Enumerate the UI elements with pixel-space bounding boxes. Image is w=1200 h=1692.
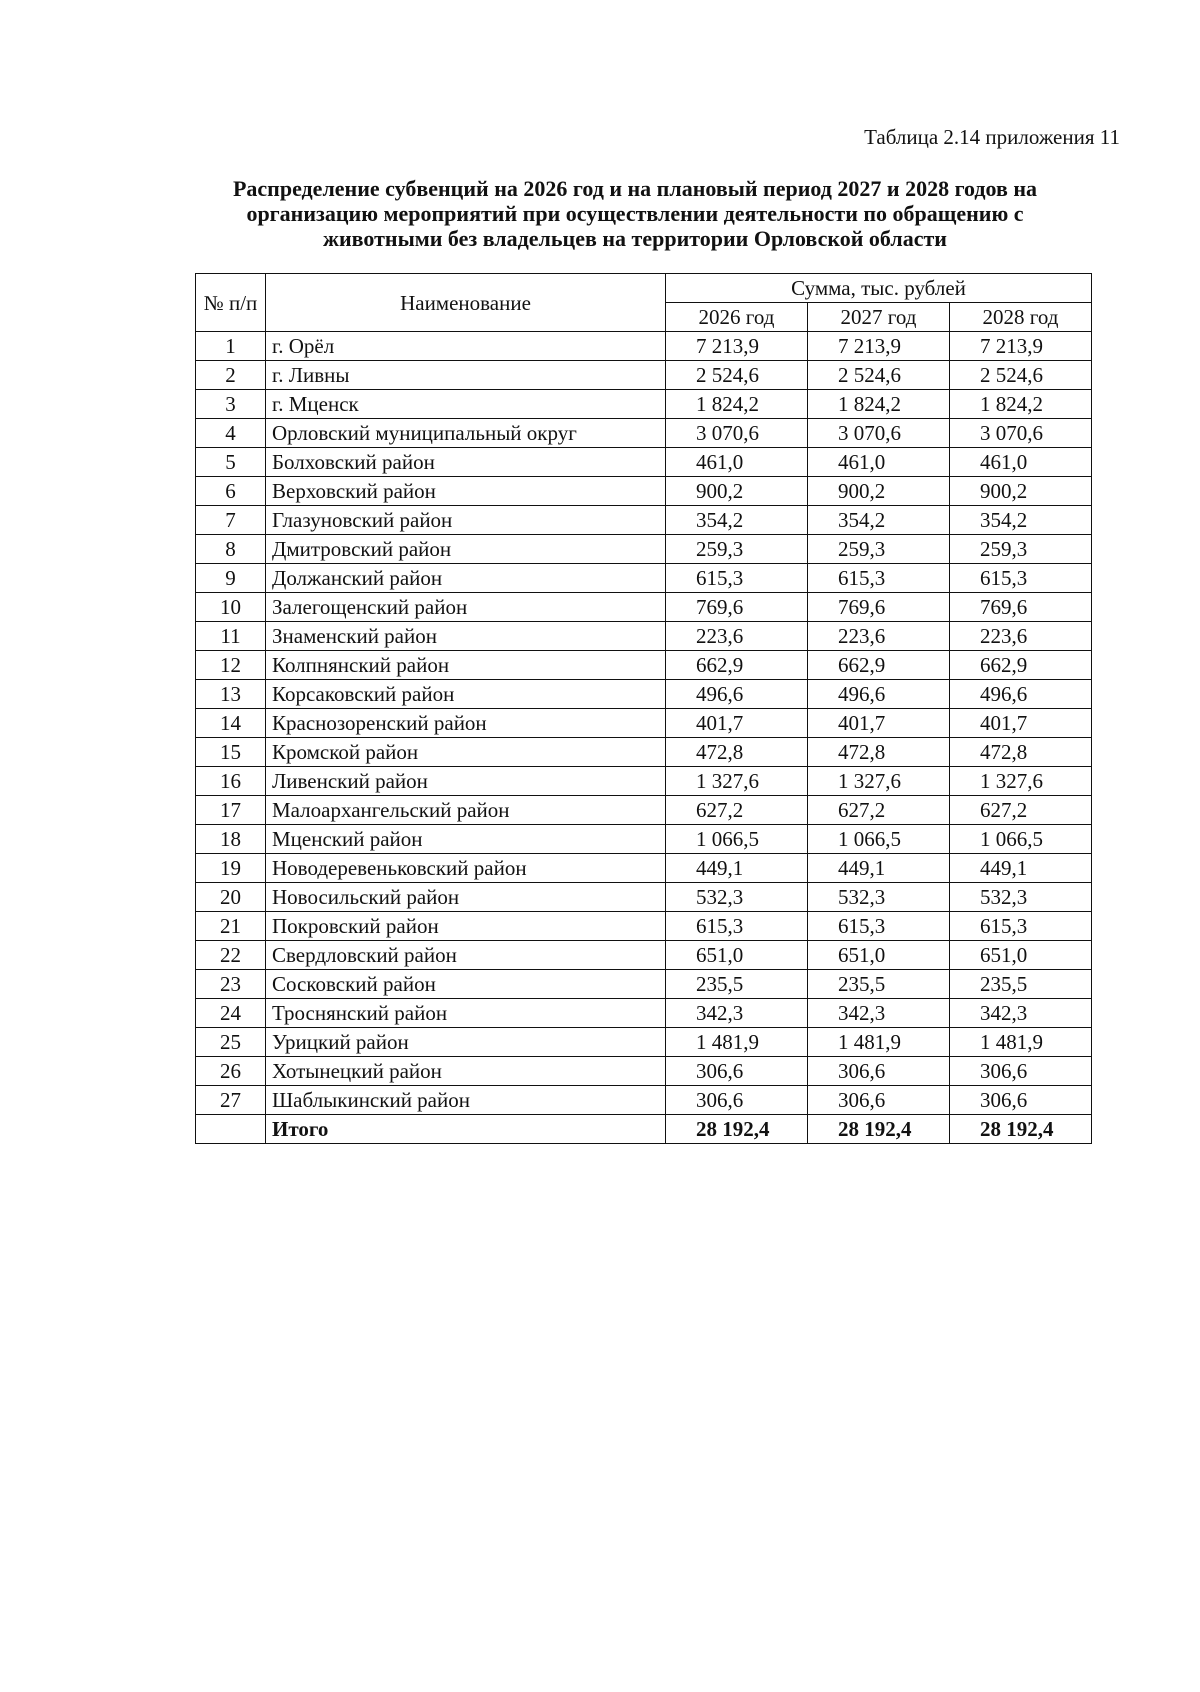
row-value-2028: 401,7: [950, 709, 1092, 738]
table-row: [196, 796, 1092, 825]
row-number: 25: [196, 1028, 266, 1057]
row-name: Краснозоренский район: [266, 709, 666, 738]
table-row: [196, 564, 1092, 593]
table-row: [196, 883, 1092, 912]
row-number: 2: [196, 361, 266, 390]
row-value-2028: 449,1: [950, 854, 1092, 883]
row-value-2027: 662,9: [808, 651, 950, 680]
row-value-2027: 627,2: [808, 796, 950, 825]
row-number: 27: [196, 1086, 266, 1115]
total-number-empty: [196, 1115, 266, 1144]
table-row: [196, 767, 1092, 796]
row-number: 8: [196, 535, 266, 564]
row-value-2027: 769,6: [808, 593, 950, 622]
row-name: Болховский район: [266, 448, 666, 477]
row-value-2028: 532,3: [950, 883, 1092, 912]
row-value-2026: 1 824,2: [666, 390, 808, 419]
table-row: [196, 999, 1092, 1028]
row-value-2028: 900,2: [950, 477, 1092, 506]
table-body: [196, 332, 1092, 1144]
row-value-2027: 532,3: [808, 883, 950, 912]
row-value-2028: 354,2: [950, 506, 1092, 535]
title-line-2: организацию мероприятий при осуществлении деятельности по обращению с: [246, 201, 1024, 226]
table-header-row: [196, 274, 1092, 303]
row-name: Орловский муниципальный округ: [266, 419, 666, 448]
table-row: [196, 825, 1092, 854]
row-number: 1: [196, 332, 266, 361]
row-number: 19: [196, 854, 266, 883]
row-name: Малоархангельский район: [266, 796, 666, 825]
row-number: 5: [196, 448, 266, 477]
row-value-2028: 1 066,5: [950, 825, 1092, 854]
document-title: [180, 176, 1090, 251]
table-row: [196, 332, 1092, 361]
row-value-2027: 1 066,5: [808, 825, 950, 854]
row-name: Знаменский район: [266, 622, 666, 651]
row-value-2027: 1 481,9: [808, 1028, 950, 1057]
row-name: Верховский район: [266, 477, 666, 506]
row-name: Сосковский район: [266, 970, 666, 999]
row-number: 7: [196, 506, 266, 535]
row-number: 16: [196, 767, 266, 796]
row-value-2027: 1 327,6: [808, 767, 950, 796]
row-value-2027: 449,1: [808, 854, 950, 883]
row-value-2028: 496,6: [950, 680, 1092, 709]
row-value-2026: 2 524,6: [666, 361, 808, 390]
table-row: [196, 419, 1092, 448]
row-value-2027: 306,6: [808, 1086, 950, 1115]
table-row: [196, 506, 1092, 535]
row-name: Дмитровский район: [266, 535, 666, 564]
table-row: [196, 1086, 1092, 1115]
row-value-2028: 342,3: [950, 999, 1092, 1028]
row-value-2028: 259,3: [950, 535, 1092, 564]
total-value-2028: 28 192,4: [950, 1115, 1092, 1144]
row-name: Троснянский район: [266, 999, 666, 1028]
row-value-2028: 627,2: [950, 796, 1092, 825]
table-row: [196, 912, 1092, 941]
row-value-2028: 235,5: [950, 970, 1092, 999]
row-value-2027: 472,8: [808, 738, 950, 767]
row-value-2026: 461,0: [666, 448, 808, 477]
row-value-2027: 651,0: [808, 941, 950, 970]
row-name: Должанский район: [266, 564, 666, 593]
title-line-1: Распределение субвенций на 2026 год и на плановый период 2027 и 2028 годов на: [232, 176, 1038, 201]
row-name: г. Мценск: [266, 390, 666, 419]
row-name: Хотынецкий район: [266, 1057, 666, 1086]
row-value-2027: 615,3: [808, 912, 950, 941]
header-year-2028: 2028 год: [950, 303, 1092, 332]
title-line-3: животными без владельцев на территории Орловской области: [323, 226, 947, 251]
table-row: [196, 854, 1092, 883]
row-value-2028: 1 327,6: [950, 767, 1092, 796]
row-name: Новодеревеньковский район: [266, 854, 666, 883]
table-row: [196, 535, 1092, 564]
row-value-2026: 342,3: [666, 999, 808, 1028]
subvention-table: [195, 273, 1092, 1144]
row-value-2026: 1 066,5: [666, 825, 808, 854]
row-value-2027: 223,6: [808, 622, 950, 651]
row-name: Глазуновский район: [266, 506, 666, 535]
row-value-2027: 900,2: [808, 477, 950, 506]
row-value-2027: 1 824,2: [808, 390, 950, 419]
row-number: 24: [196, 999, 266, 1028]
row-number: 12: [196, 651, 266, 680]
row-number: 10: [196, 593, 266, 622]
table-row: [196, 738, 1092, 767]
row-value-2026: 900,2: [666, 477, 808, 506]
row-name: Шаблыкинский район: [266, 1086, 666, 1115]
row-value-2028: 3 070,6: [950, 419, 1092, 448]
row-name: г. Орёл: [266, 332, 666, 361]
row-value-2027: 259,3: [808, 535, 950, 564]
row-value-2028: 1 824,2: [950, 390, 1092, 419]
row-number: 26: [196, 1057, 266, 1086]
table-row: [196, 1057, 1092, 1086]
table-row: [196, 970, 1092, 999]
table-row: [196, 941, 1092, 970]
row-value-2026: 449,1: [666, 854, 808, 883]
row-name: Новосильский район: [266, 883, 666, 912]
table-row: [196, 593, 1092, 622]
row-name: Свердловский район: [266, 941, 666, 970]
row-value-2027: 401,7: [808, 709, 950, 738]
row-value-2028: 223,6: [950, 622, 1092, 651]
row-value-2026: 306,6: [666, 1057, 808, 1086]
row-name: Кромской район: [266, 738, 666, 767]
row-value-2026: 651,0: [666, 941, 808, 970]
row-value-2027: 2 524,6: [808, 361, 950, 390]
row-name: Залегощенский район: [266, 593, 666, 622]
annex-reference: Таблица 2.14 приложения 11: [864, 125, 1120, 149]
row-value-2027: 7 213,9: [808, 332, 950, 361]
row-value-2028: 2 524,6: [950, 361, 1092, 390]
row-value-2028: 1 481,9: [950, 1028, 1092, 1057]
row-value-2027: 496,6: [808, 680, 950, 709]
row-value-2026: 259,3: [666, 535, 808, 564]
row-number: 6: [196, 477, 266, 506]
row-name: Ливенский район: [266, 767, 666, 796]
total-value-2026: 28 192,4: [666, 1115, 808, 1144]
table-row: [196, 709, 1092, 738]
row-number: 11: [196, 622, 266, 651]
row-number: 22: [196, 941, 266, 970]
row-value-2027: 461,0: [808, 448, 950, 477]
total-label: Итого: [266, 1115, 666, 1144]
row-value-2028: 461,0: [950, 448, 1092, 477]
row-number: 13: [196, 680, 266, 709]
row-number: 18: [196, 825, 266, 854]
row-value-2028: 472,8: [950, 738, 1092, 767]
row-name: г. Ливны: [266, 361, 666, 390]
row-value-2026: 496,6: [666, 680, 808, 709]
row-value-2026: 7 213,9: [666, 332, 808, 361]
row-number: 14: [196, 709, 266, 738]
row-value-2026: 615,3: [666, 564, 808, 593]
row-value-2026: 615,3: [666, 912, 808, 941]
row-value-2027: 354,2: [808, 506, 950, 535]
row-value-2027: 235,5: [808, 970, 950, 999]
row-name: Колпнянский район: [266, 651, 666, 680]
row-value-2028: 769,6: [950, 593, 1092, 622]
row-value-2026: 223,6: [666, 622, 808, 651]
row-name: Мценский район: [266, 825, 666, 854]
header-number: № п/п: [196, 274, 266, 332]
row-value-2027: 3 070,6: [808, 419, 950, 448]
row-value-2028: 651,0: [950, 941, 1092, 970]
header-year-2026: 2026 год: [666, 303, 808, 332]
header-year-2027: 2027 год: [808, 303, 950, 332]
row-number: 4: [196, 419, 266, 448]
row-value-2026: 306,6: [666, 1086, 808, 1115]
row-name: Покровский район: [266, 912, 666, 941]
row-value-2026: 354,2: [666, 506, 808, 535]
row-value-2028: 306,6: [950, 1057, 1092, 1086]
row-value-2027: 306,6: [808, 1057, 950, 1086]
table-row: [196, 477, 1092, 506]
table-row: [196, 448, 1092, 477]
row-number: 21: [196, 912, 266, 941]
row-value-2026: 3 070,6: [666, 419, 808, 448]
row-name: Урицкий район: [266, 1028, 666, 1057]
row-number: 23: [196, 970, 266, 999]
table-row: [196, 1028, 1092, 1057]
row-value-2027: 342,3: [808, 999, 950, 1028]
header-sum: Сумма, тыс. рублей: [666, 274, 1092, 303]
table-row: [196, 680, 1092, 709]
row-number: 20: [196, 883, 266, 912]
row-number: 17: [196, 796, 266, 825]
row-number: 15: [196, 738, 266, 767]
row-value-2028: 615,3: [950, 912, 1092, 941]
total-value-2027: 28 192,4: [808, 1115, 950, 1144]
row-number: 3: [196, 390, 266, 419]
row-number: 9: [196, 564, 266, 593]
row-value-2026: 662,9: [666, 651, 808, 680]
row-value-2028: 662,9: [950, 651, 1092, 680]
table-row: [196, 390, 1092, 419]
row-value-2028: 615,3: [950, 564, 1092, 593]
row-value-2028: 7 213,9: [950, 332, 1092, 361]
row-name: Корсаковский район: [266, 680, 666, 709]
row-value-2026: 472,8: [666, 738, 808, 767]
row-value-2026: 1 327,6: [666, 767, 808, 796]
header-name: Наименование: [266, 274, 666, 332]
table-row: [196, 622, 1092, 651]
row-value-2028: 306,6: [950, 1086, 1092, 1115]
row-value-2026: 532,3: [666, 883, 808, 912]
row-value-2026: 401,7: [666, 709, 808, 738]
table-row: [196, 651, 1092, 680]
row-value-2026: 627,2: [666, 796, 808, 825]
total-row: [196, 1115, 1092, 1144]
table-row: [196, 361, 1092, 390]
row-value-2026: 769,6: [666, 593, 808, 622]
row-value-2026: 1 481,9: [666, 1028, 808, 1057]
row-value-2026: 235,5: [666, 970, 808, 999]
row-value-2027: 615,3: [808, 564, 950, 593]
